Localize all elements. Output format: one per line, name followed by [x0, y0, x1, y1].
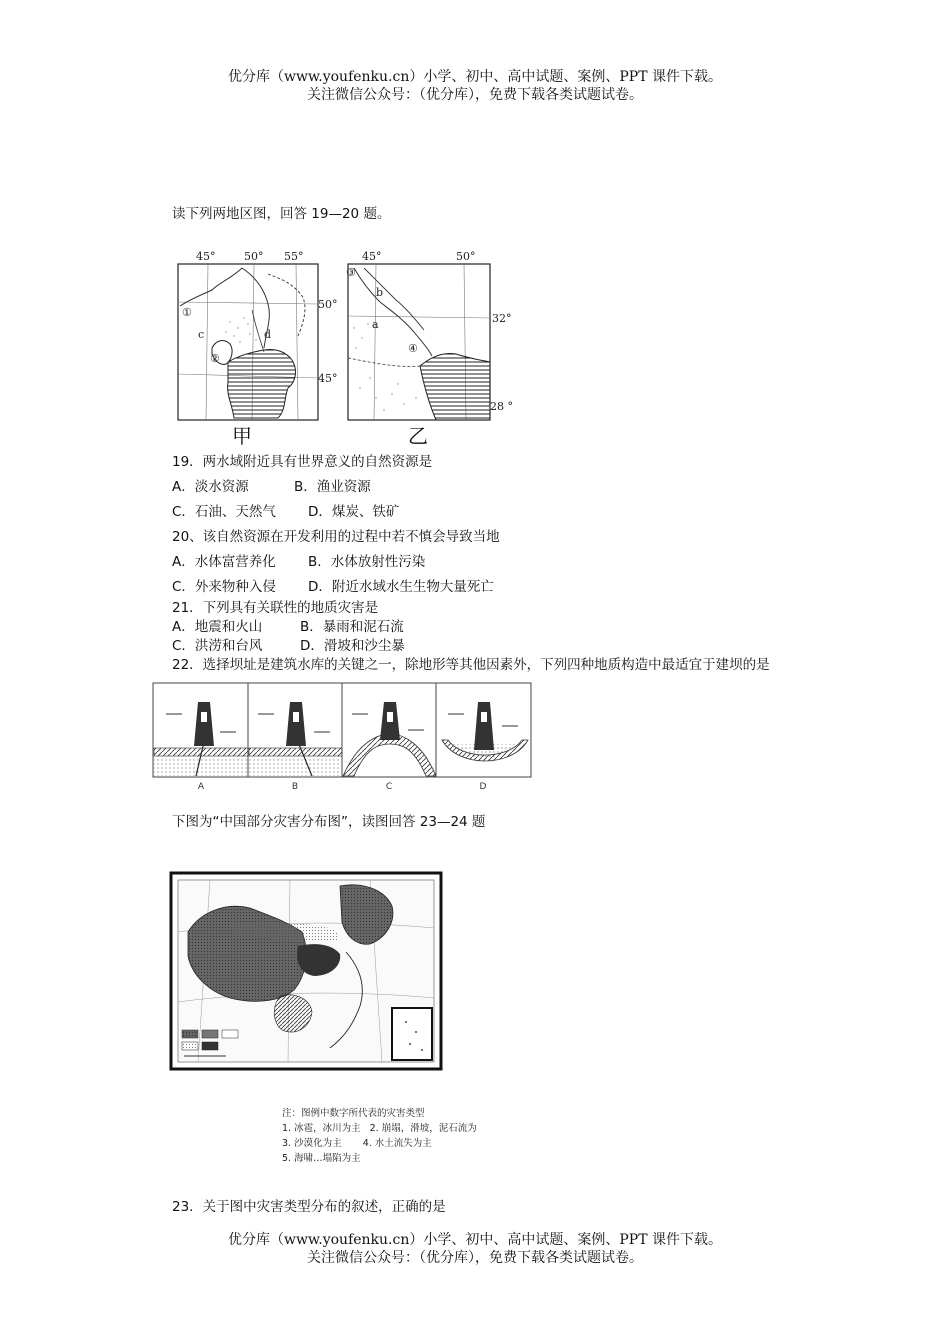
map-yi-lat-32: 32° — [492, 312, 512, 325]
q23-stem: 23．关于图中灾害类型分布的叙述，正确的是 — [172, 1199, 446, 1215]
legend-line-1: 注：图例中数字所代表的灾害类型 — [282, 1108, 425, 1119]
q19-option-c: C．石油、天然气 — [172, 504, 276, 520]
q21-stem: 21．下列具有关联性的地质灾害是 — [172, 600, 379, 616]
q19-option-d: D．煤炭、铁矿 — [308, 504, 400, 520]
map-jia-mark-2: ② — [210, 352, 220, 365]
q22-stem: 22．选择坝址是建筑水库的关键之一，除地形等其他因素外，下列四种地质构造中最适宜于建坝的是 — [172, 657, 770, 673]
q19-option-b: B．渔业资源 — [294, 479, 371, 495]
map-yi-mark-4: ④ — [408, 342, 418, 355]
q21-options-row1 — [172, 618, 404, 636]
dam-diagram — [152, 682, 534, 794]
map-yi-lon-45: 45° — [362, 250, 382, 263]
footer-line-1: 优分库（www.youfenku.cn）小学、初中、高中试题、案例、PPT 课件下载。 — [227, 1232, 722, 1248]
q21-option-d: D．滑坡和沙尘暴 — [300, 638, 405, 654]
q21-option-b: B．暴雨和泥石流 — [300, 619, 404, 635]
map-yi-mark-3: ③ — [346, 266, 356, 279]
map-jia-mark-c: c — [198, 328, 205, 341]
map-yi-lon-50: 50° — [456, 250, 476, 263]
q20-stem: 20、该自然资源在开发利用的过程中若不慎会导致当地 — [172, 529, 500, 545]
q21-option-a: A．地震和火山 — [172, 619, 263, 635]
dam-label-c: C — [385, 782, 393, 792]
map-jia-mark-1: ① — [182, 306, 192, 319]
map-jia-lat-45: 45° — [318, 372, 338, 385]
q20-options-row1 — [172, 553, 426, 571]
map-yi-lat-28: 28 ° — [490, 400, 513, 413]
map-jia-lat-50: 50° — [318, 298, 338, 311]
intro-23-24: 下图为“中国部分灾害分布图”，读图回答 23—24 题 — [172, 814, 486, 830]
q20-option-a: A．水体富营养化 — [172, 554, 276, 570]
dam-label-a: A — [197, 782, 205, 792]
china-map-legend-note — [282, 1106, 477, 1166]
map-yi-mark-a: a — [372, 318, 379, 331]
china-disaster-map — [170, 872, 442, 1070]
map-jia-title: 甲 — [232, 424, 252, 448]
intro-19-20: 读下列两地区图，回答 19—20 题。 — [172, 206, 391, 222]
legend-line-2: 1. 冰雹，冰川为主 2. 崩塌，滑坡，泥石流为 — [282, 1123, 477, 1134]
map-jia-lon-55: 55° — [284, 250, 304, 263]
map-yi — [340, 248, 520, 424]
map-yi-mark-b: b — [376, 286, 384, 299]
header-line-1: 优分库（www.youfenku.cn）小学、初中、高中试题、案例、PPT 课件下载。 — [227, 69, 722, 85]
footer-line-2: 关注微信公众号：（优分库），免费下载各类试题试卷。 — [307, 1250, 643, 1266]
map-jia-mark-d: d — [264, 328, 272, 341]
legend-line-3: 3. 沙漠化为主 4. 水土流失为主 — [282, 1138, 432, 1149]
q19-options-row2 — [172, 503, 400, 521]
dam-label-b: B — [291, 782, 299, 792]
q19-option-a: A．淡水资源 — [172, 479, 249, 495]
map-yi-title: 乙 — [408, 424, 428, 448]
map-jia-lon-45: 45° — [196, 250, 216, 263]
q20-options-row2 — [172, 578, 494, 596]
q19-options-row1 — [172, 478, 371, 496]
q21-option-c: C．洪涝和台风 — [172, 638, 263, 654]
legend-line-4: 5. 海啸…塌陷为主 — [282, 1153, 361, 1164]
dam-label-d: D — [479, 782, 487, 792]
q20-option-c: C．外来物种入侵 — [172, 579, 276, 595]
q20-option-b: B．水体放射性污染 — [308, 554, 426, 570]
header-line-2: 关注微信公众号：（优分库），免费下载各类试题试卷。 — [307, 87, 643, 103]
map-jia-lon-50: 50° — [244, 250, 264, 263]
q21-options-row2 — [172, 637, 405, 655]
q20-option-d: D．附近水域水生生物大量死亡 — [308, 579, 494, 595]
map-jia — [168, 248, 338, 424]
q19-stem: 19．两水域附近具有世界意义的自然资源是 — [172, 454, 433, 470]
